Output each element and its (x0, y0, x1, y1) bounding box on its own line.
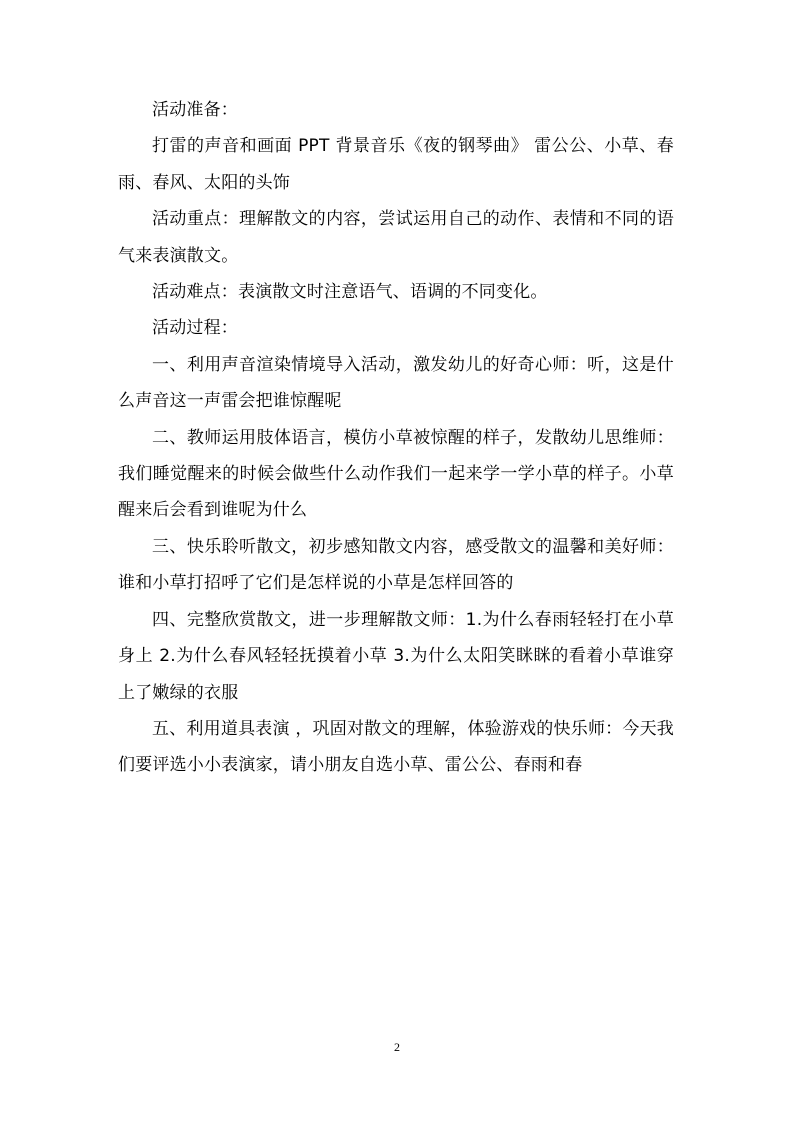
paragraph-activity-preparation-heading: 活动准备： (152, 100, 238, 120)
paragraph-step-five: 五、利用道具表演 ，巩固对散文的理解，体验游戏的快乐师：今天我们要评选小小表演家，请小朋友自选小草、雷公公、春雨和春 (118, 718, 674, 776)
paragraph-step-two: 二、教师运用肢体语言，模仿小草被惊醒的样子，发散幼儿思维师：我们睡觉醒来的时候会做些什么动作我们一起来学一学小草的样子。小草醒来后会看到谁呢为什么 (118, 427, 674, 521)
paragraph-activity-preparation-materials: 打雷的声音和画面 PPT 背景音乐《夜的钢琴曲》 雷公公、小草、春雨、春风、太阳的头饰 (118, 136, 674, 193)
document-body (118, 92, 674, 784)
paragraph-activity-key-point: 活动重点：理解散文的内容，尝试运用自己的动作、表情和不同的语气来表演散文。 (118, 209, 674, 266)
paragraph-activity-process-heading: 活动过程： (152, 318, 238, 339)
paragraph-activity-difficulty: 活动难点：表演散文时注意语气、语调的不同变化。 (152, 282, 548, 303)
paragraph-step-four: 四、完整欣赏散文，进一步理解散文师：1.为什么春雨轻轻打在小草身上 2.为什么春风轻轻抚摸着小草 3.为什么太阳笑眯眯的看着小草谁穿上了嫩绿的衣服 (118, 609, 674, 703)
page-number: 2 (394, 1040, 400, 1054)
paragraph-step-three: 三、快乐聆听散文，初步感知散文内容，感受散文的温馨和美好师：谁和小草打招呼了它们是怎样说的小草是怎样回答的 (118, 536, 674, 594)
paragraph-step-one: 一、利用声音渲染情境导入活动，激发幼儿的好奇心师：听，这是什么声音这一声雷会把谁惊醒呢 (118, 354, 674, 412)
